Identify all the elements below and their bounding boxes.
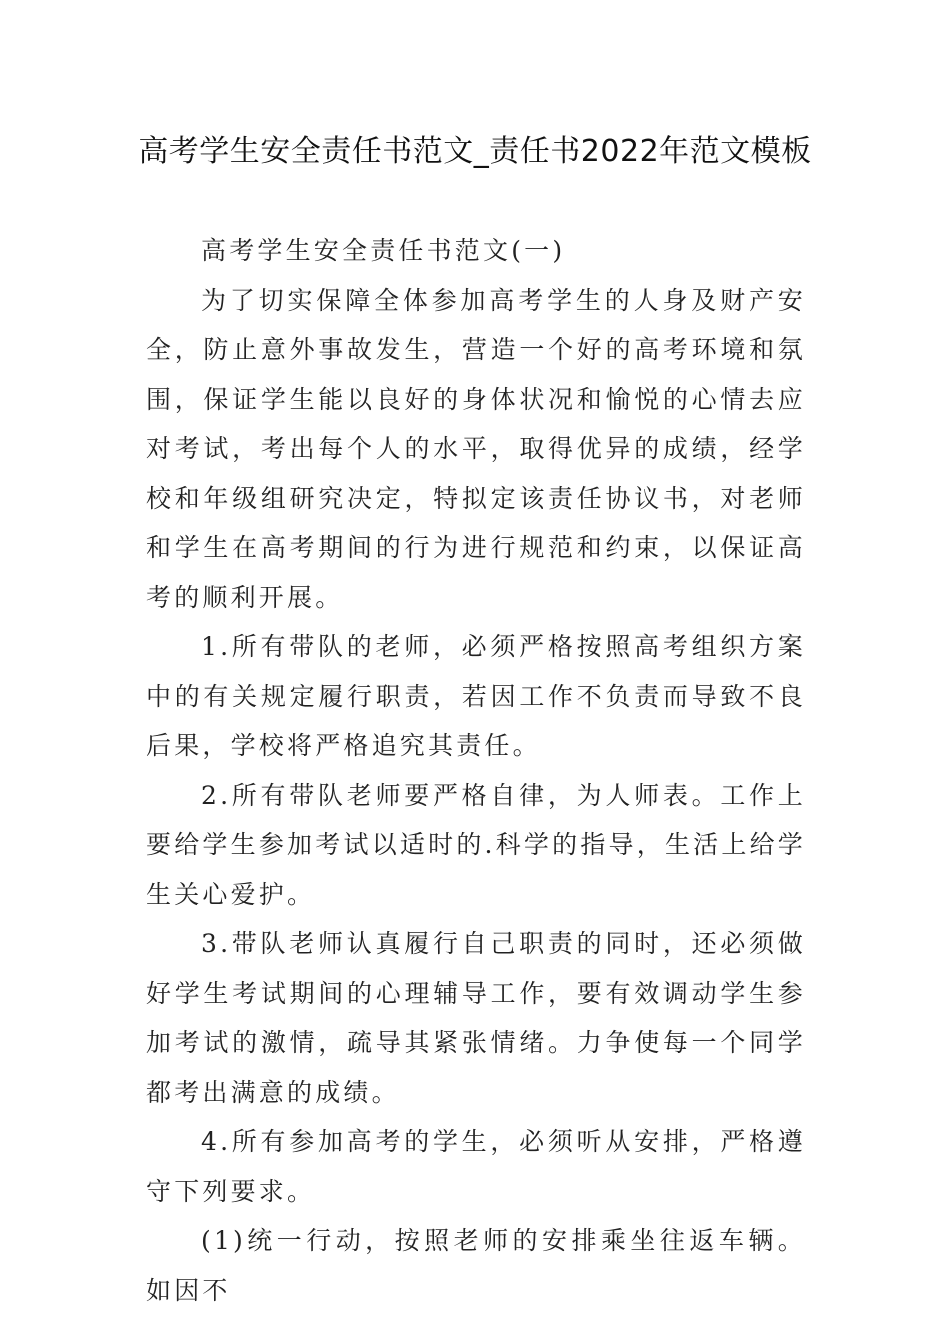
section-heading: 高考学生安全责任书范文(一) [201,236,566,265]
document-body [146,226,806,1315]
paragraph-item-3: 3.带队老师认真履行自己职责的同时，还必须做好学生考试期间的心理辅导工作，要有效调动学生参加考试的激情，疏导其紧张情绪。力争使每一个同学都考出满意的成绩。 [146,929,806,1107]
paragraph-intro: 为了切实保障全体参加高考学生的人身及财产安全，防止意外事故发生，营造一个好的高考环境和氛围，保证学生能以良好的身体状况和愉悦的心情去应对考试，考出每个人的水平，取得优异的成绩，经学校和年级组研究决定，特拟定该责任协议书，对老师和学生在高考期间的行为进行规范和约束，以保证高考的顺利开展。 [146,285,806,612]
paragraph-item-1: 1.所有带队的老师，必须严格按照高考组织方案中的有关规定履行职责，若因工作不负责而导致不良后果，学校将严格追究其责任。 [146,632,806,760]
paragraph-subitem-1: (1)统一行动，按照老师的安排乘坐往返车辆。如因不 [146,1226,806,1305]
paragraph-item-4: 4.所有参加高考的学生，必须听从安排，严格遵守下列要求。 [146,1127,806,1206]
document-title: 高考学生安全责任书范文_责任书2022年范文模板 [138,134,812,169]
paragraph-item-2: 2.所有带队老师要严格自律，为人师表。工作上要给学生参加考试以适时的.科学的指导，生活上给学生关心爱护。 [146,780,806,909]
